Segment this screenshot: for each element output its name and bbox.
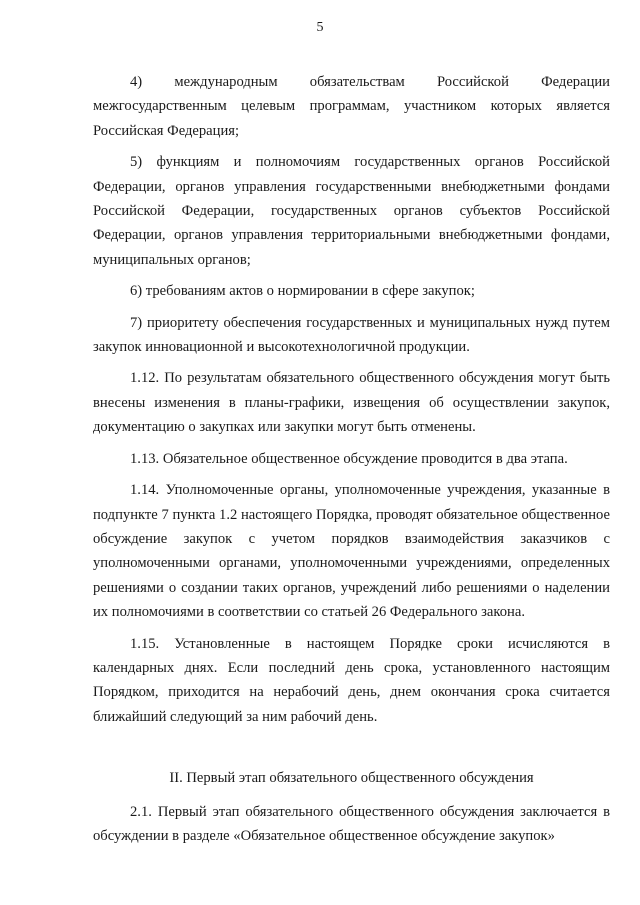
paragraph-item-6: 6) требованиям актов о нормировании в сфере закупок;	[130, 283, 475, 300]
paragraph-clause-1-13: 1.13. Обязательное общественное обсуждение проводится в два этапа.	[130, 450, 568, 467]
paragraph-item-5: 5) функциям и полномочиям государственных органов Российской Федерации, органов управления государственными внебюджетными фондами Российской Федерации, государственных органов субъектов Российской Федерации, органов управления территориальными внебюджетными фондами, муниципальных органов;	[93, 154, 610, 268]
paragraph-item-4: 4) международным обязательствам Российской Федерации межгосударственным целевым программам, участником которых является Российская Федерация;	[93, 74, 610, 139]
page-number: 5	[316, 20, 324, 35]
paragraph-clause-1-15: 1.15. Установленные в настоящем Порядке сроки исчисляются в календарных днях. Если последний день срока, установленного настоящим Порядком, приходится на нерабочий день, днем окончания срока считается ближайший следующий за ним рабочий день.	[93, 635, 610, 725]
paragraph-clause-1-14: 1.14. Уполномоченные органы, уполномоченные учреждения, указанные в подпункте 7 пункта 1.2 настоящего Порядка, проводят обязательное общественное обсуждение закупок с учетом порядков взаимодействия заказчиков с уполномоченными органами, уполномоченными учреждениями, определенных решениями о создании таких органов, учреждений либо решениями о наделении их полномочиями в соответствии со статьей 26 Федерального закона.	[93, 482, 610, 621]
section-heading: II. Первый этап обязательного общественного обсуждения	[169, 770, 534, 787]
paragraph-clause-2-1: 2.1. Первый этап обязательного общественного обсуждения заключается в обсуждении в разделе «Обязательное общественное обсуждение закупок»	[93, 803, 610, 844]
paragraph-item-7: 7) приоритету обеспечения государственных и муниципальных нужд путем закупок инновационной и высокотехнологичной продукции.	[93, 314, 610, 356]
document-body	[93, 70, 610, 848]
paragraph-clause-1-12: 1.12. По результатам обязательного общественного обсуждения могут быть внесены изменения в планы-графики, извещения об осуществлении закупок, документацию о закупках или закупки могут быть отменены.	[93, 370, 610, 436]
